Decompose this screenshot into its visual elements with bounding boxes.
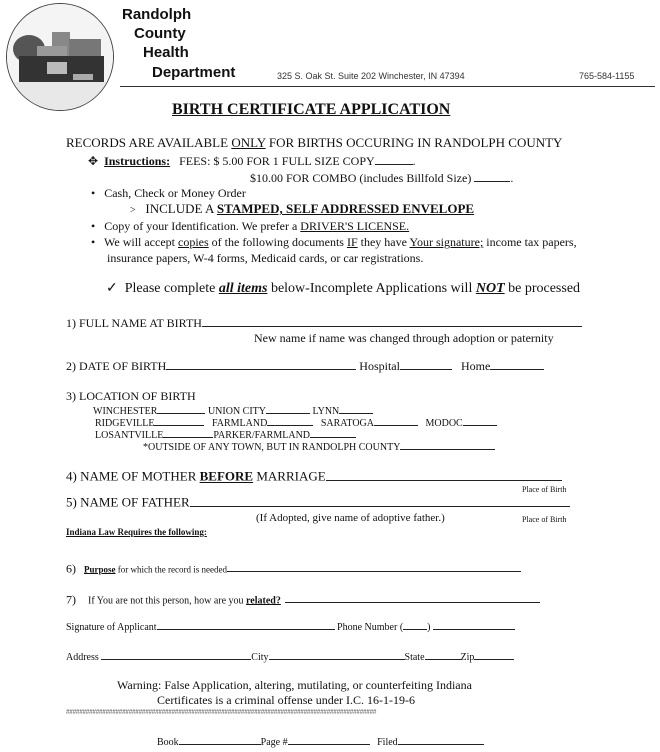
location-row-1: WINCHESTER UNION CITY LYNN: [93, 404, 373, 417]
org-name-line-4: Department: [152, 64, 236, 81]
book-input[interactable]: [179, 735, 261, 745]
fees-line-1: ✥ Instructions: FEES: $ 5.00 FOR 1 FULL SIZE COPY .: [88, 153, 416, 168]
purpose-input[interactable]: [227, 557, 521, 572]
arrow-bullet-icon: >: [130, 205, 136, 216]
union-city-input[interactable]: [266, 404, 310, 414]
page-title: BIRTH CERTIFICATE APPLICATION: [172, 101, 451, 118]
diamond-bullet-icon: ✥: [88, 153, 99, 168]
father-adopted-note: (If Adopted, give name of adoptive father.): [256, 512, 445, 524]
location-row-4: *OUTSIDE OF ANY TOWN, BUT IN RANDOLPH COUNTY: [143, 440, 495, 453]
mother-name-input[interactable]: [326, 468, 562, 481]
father-name-field: 5) NAME OF FATHER: [66, 494, 570, 511]
org-phone: 765-584-1155: [579, 71, 635, 81]
bullet-icon: •: [91, 219, 96, 233]
org-name-line-1: Randolph: [122, 6, 192, 23]
mother-place-of-birth-label: Place of Birth: [522, 485, 567, 494]
indiana-law-heading: Indiana Law Requires the following:: [66, 527, 207, 537]
page-input[interactable]: [288, 735, 370, 745]
warning-line-1: Warning: False Application, altering, mutilating, or counterfeiting Indiana: [117, 678, 472, 692]
id-line: • Copy of your Identification. We prefer a DRIVER'S LICENSE.: [91, 219, 410, 233]
full-name-note: New name if name was changed through adoption or paternity: [254, 331, 554, 345]
fees-line-2: $10.00 FOR COMBO (includes Billfold Size) .: [250, 170, 514, 185]
location-row-2: RIDGEVILLE FARMLAND SARATOGA MODOC: [95, 416, 497, 429]
father-name-input[interactable]: [190, 494, 570, 507]
hash-divider: ##############################################################################################: [66, 708, 377, 716]
ridgeville-input[interactable]: [154, 416, 204, 426]
winchester-input[interactable]: [157, 404, 205, 414]
filed-input[interactable]: [398, 735, 484, 745]
signature-input[interactable]: [157, 620, 335, 630]
city-input[interactable]: [269, 650, 405, 660]
hospital-input[interactable]: [400, 358, 452, 370]
full-name-input[interactable]: [202, 315, 582, 327]
location-of-birth-label: 3) LOCATION OF BIRTH: [66, 389, 196, 403]
address-input[interactable]: [101, 650, 251, 660]
bullet-icon: •: [91, 186, 96, 200]
bullet-icon: •: [91, 235, 96, 249]
area-code-input[interactable]: [403, 620, 427, 630]
purpose-field: 6) Purpose for which the record is needed: [66, 557, 521, 577]
signature-row: Signature of Applicant Phone Number ( ): [66, 620, 515, 633]
records-notice: RECORDS ARE AVAILABLE ONLY FOR BIRTHS OCCURING IN RANDOLPH COUNTY: [66, 135, 563, 150]
date-of-birth-input[interactable]: [166, 358, 356, 370]
relationship-field: 7) If You are not this person, how are you related?: [66, 588, 540, 608]
saratoga-input[interactable]: [374, 416, 418, 426]
header-divider: [120, 86, 655, 87]
phone-number-input[interactable]: [433, 620, 515, 630]
org-name-line-2: County: [134, 25, 186, 42]
zip-input[interactable]: [474, 650, 514, 660]
parker-farmland-input[interactable]: [310, 428, 356, 438]
modoc-input[interactable]: [463, 416, 497, 426]
relationship-input[interactable]: [285, 588, 540, 603]
health-department-logo: [6, 3, 114, 111]
org-name-line-3: Health: [143, 44, 189, 61]
losantville-input[interactable]: [163, 428, 213, 438]
farmland-input[interactable]: [267, 416, 313, 426]
combo-copy-blank[interactable]: [474, 170, 510, 182]
full-name-field: 1) FULL NAME AT BIRTH: [66, 315, 582, 331]
checkmark-icon: ✓: [106, 281, 118, 296]
org-address: 325 S. Oak St. Suite 202 Winchester, IN 47394: [277, 71, 465, 81]
full-size-copy-blank[interactable]: [375, 153, 413, 165]
complete-notice: ✓ Please complete all items below-Incomplete Applications will NOT be processed: [106, 281, 581, 296]
payment-line: • Cash, Check or Money Order: [91, 186, 246, 200]
date-of-birth-field: 2) DATE OF BIRTH Hospital Home: [66, 358, 544, 374]
accept-line-1: • We will accept copies of the following documents IF they have Your signature; income tax papers,: [91, 235, 577, 249]
father-place-of-birth-label: Place of Birth: [522, 515, 567, 524]
lynn-input[interactable]: [339, 404, 373, 414]
home-input[interactable]: [490, 358, 544, 370]
envelope-line: > INCLUDE A STAMPED, SELF ADDRESSED ENVELOPE: [130, 201, 475, 216]
accept-line-2: insurance papers, W-4 forms, Medicaid cards, or car registrations.: [107, 251, 424, 265]
outside-town-input[interactable]: [400, 440, 495, 450]
address-row: Address City State Zip: [66, 650, 514, 663]
office-use-row: Book Page # Filed: [157, 735, 484, 748]
state-input[interactable]: [425, 650, 461, 660]
building-seal-icon: [7, 4, 113, 110]
location-row-3: LOSANTVILLE PARKER/FARMLAND: [95, 428, 356, 441]
warning-line-2: Certificates is a criminal offense under I.C. 16-1-19-6: [157, 693, 416, 707]
mother-name-field: 4) NAME OF MOTHER BEFORE MARRIAGE: [66, 468, 562, 485]
